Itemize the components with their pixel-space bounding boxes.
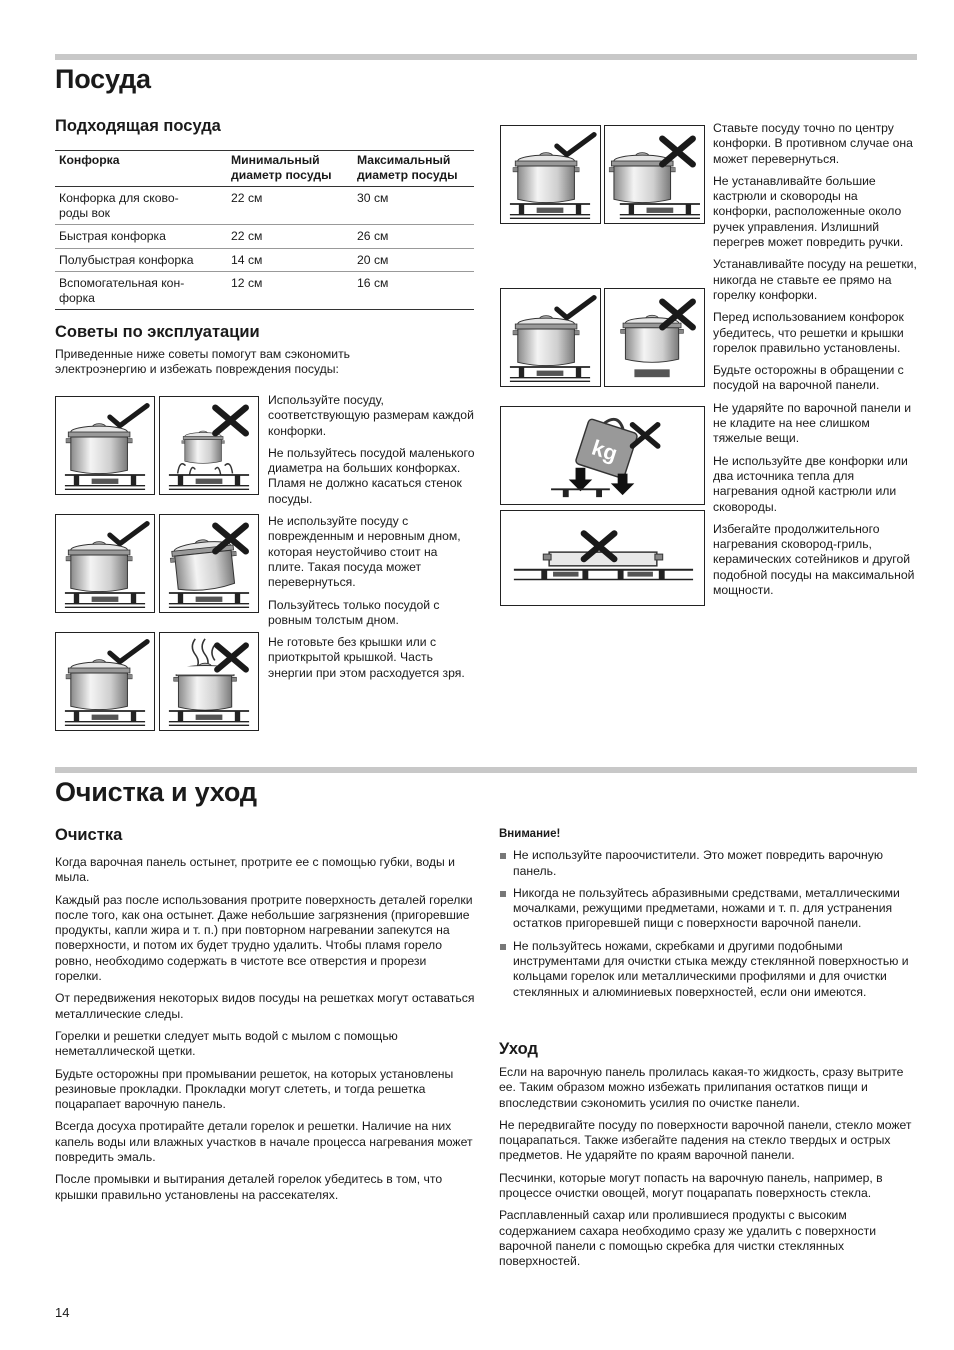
cross-icon (217, 645, 246, 669)
paragraph: Не передвигайте посуду по поверхности варочной панели, стекло может поцарапаться. Также избегайте падения на стекло твердых и острых предметов. Не ударяйте по краям варочной панели. (499, 1117, 912, 1163)
figure-correct-size-pot (55, 396, 155, 495)
table-cell: Полубыстрая конфорка (55, 248, 227, 272)
figure-pot-on-burner (604, 288, 705, 387)
attention-item: Не пользуйтесь ножами, скребками и другими подобными инструментами для очистки стыка между стеклянной поверхностью и кольцами горелок или металлическими профилями и для очистки стеклянных и алюминиевых поверхностей, если они имеются. (499, 939, 919, 1000)
table-cell: Вспомогательная кон- форка (55, 272, 227, 310)
table-row (55, 248, 474, 272)
figure-centered-pot (500, 125, 601, 224)
cookware-diameter-table (55, 150, 474, 310)
section-title-cookware: Посуда (55, 64, 151, 94)
paragraph: Горелки и решетки следует мыть водой с мылом с помощью неметаллической щетки. (55, 1028, 398, 1059)
figure-pot-with-lid (55, 632, 155, 731)
usage-tips-intro: Приведенные ниже советы помогут вам сэкономить электроэнергию и избежать повреждения посуды: (55, 347, 351, 377)
paragraph: Расплавленный сахар или пролившиеся продукты с высоким содержанием сахара необходимо сразу же удалить с поверхности варочной панели с помощью скребка для чистки стеклянных поверхностей. (499, 1208, 877, 1269)
attention-item: Не используйте пароочистители. Это может повредить варочную панель. (499, 848, 919, 879)
table-cell: 20 см (353, 248, 474, 272)
tip-text: Будьте осторожны в обращении с посудой на варочной панели. (713, 363, 904, 393)
table-cell: 16 см (353, 272, 474, 310)
cross-icon (662, 139, 692, 165)
table-row (55, 225, 474, 249)
paragraph: От передвижения некоторых видов посуды на решетках могут оставаться металлические следы. (55, 991, 475, 1021)
table-header-burner: Конфорка (55, 151, 227, 187)
attention-heading: Внимание! (499, 828, 561, 840)
figure-flat-bottom-pot (55, 514, 155, 613)
tip-text: Не используйте две конфорки или два источника тепла для нагревания одной кастрюли или сковороды. (713, 453, 908, 514)
attention-item: Никогда не пользуйтесь абразивными средствами, металлическими мочалками, режущими предметами, ножами и т. п. для устранения остатков пригоревшей пищи с поверхности варочной панели. (499, 886, 919, 932)
cleaning-text (55, 855, 475, 1203)
figure-pot-on-grate (500, 288, 601, 387)
figure-small-pot-large-burner (159, 396, 259, 495)
tip-text: Не пользуйтесь посудой маленького диаметра на больших конфорках. Пламя не должно касаться стенок посуды. (268, 445, 475, 506)
table-header-min: Минимальный диаметр посуды (227, 151, 353, 187)
check-icon (110, 406, 147, 426)
cleaning-heading: Очистка (55, 826, 123, 844)
tip-text: Не ударяйте по варочной панели и не кладите на нее слишком тяжелые вещи. (713, 400, 912, 446)
table-cell: Конфорка для сково- роды вок (55, 187, 227, 225)
left-tips-column (268, 393, 476, 681)
figure-offcenter-pot (604, 125, 705, 224)
table-cell: 14 см (227, 248, 353, 272)
figure-two-burners (500, 510, 705, 606)
right-tips-column (713, 121, 918, 598)
check-icon (110, 642, 147, 662)
table-cell: Быстрая конфорка (55, 225, 227, 249)
table-header-row (55, 151, 474, 187)
table-cell: 30 см (353, 187, 474, 225)
tip-text: Не используйте посуду с поврежденным и неровным дном, которая неустойчиво стоит на плите. Такая посуда может перевернуться. (268, 514, 461, 590)
check-icon (557, 298, 594, 318)
tip-text: Используйте посуду, соответствующую размерам каждой конфорки. (268, 393, 474, 438)
attention-block (499, 827, 919, 1007)
tip-text: Избегайте продолжительного нагревания сковород-гриль, керамических сотейников и другой подобной посуды на максимальной мощности. (713, 521, 915, 598)
care-heading: Уход (499, 1040, 538, 1058)
paragraph: Будьте осторожны при промывании решеток, на которых установлены резиновые прокладки. Прокладки могут слететь, и тогда решетка поцарапает варочную панель. (55, 1066, 454, 1112)
paragraph: Песчинки, которые могут попасть на варочную панель, например, в процессе очистки овощей, могут поцарапать поверхность стекла. (499, 1170, 883, 1201)
figure-heavy-weight (500, 406, 705, 505)
tip-text: Пользуйтесь только посудой с ровным толстым дном. (268, 597, 440, 627)
tip-text: Устанавливайте посуду на решетки, никогда не ставьте ее прямо на горелку конфорки. (713, 257, 917, 302)
table-cell: 22 см (227, 225, 353, 249)
table-cell: 12 см (227, 272, 353, 310)
table-cell: 26 см (353, 225, 474, 249)
paragraph: Когда варочная панель остынет, протрите ее с помощью губки, воды и мыла. (55, 855, 455, 885)
tip-text: Перед использованием конфорок убедитесь, что решетки и крышки горелок правильно установлены. (713, 310, 904, 355)
tip-text: Не готовьте без крышки или с приоткрытой крышкой. Часть энергии при этом расходуется зря. (268, 635, 465, 680)
check-icon (110, 524, 147, 544)
paragraph: После промывки и вытирания деталей горелок убедитесь в том, что крышки правильно установлены на рассекателях. (55, 1172, 443, 1202)
paragraph: Всегда досуха протирайте детали горелок и решетки. Наличие на них капель воды или влажных участков в начале процесса нагревания может повредить эмаль. (55, 1119, 473, 1165)
table-row (55, 187, 474, 225)
figure-pot-without-lid (159, 632, 259, 731)
cross-icon (215, 408, 245, 434)
tip-text: Не устанавливайте большие кастрюли и сковороды на конфорки, расположенные около ручек управления. Излишний перегрев может повредить ручки. (713, 173, 904, 250)
paragraph: Если на варочную панель пролилась какая-то жидкость, сразу вытрите ее. Таким образом можно избежать прилипания остатков пищи и впоследствии сэкономить усилия по очистке панели. (499, 1065, 904, 1110)
tip-text: Ставьте посуду точно по центру конфорки. В противном случае она может перевернуться. (713, 121, 913, 166)
suitable-cookware-heading: Подходящая посуда (55, 117, 221, 135)
check-icon (557, 135, 594, 155)
page-number: 14 (55, 1305, 70, 1320)
kg-label: kg (588, 434, 621, 467)
section-divider (55, 767, 917, 773)
section-title-cleaning-care: Очистка и уход (55, 777, 257, 807)
usage-tips-heading: Советы по эксплуатации (55, 323, 260, 341)
figure-damaged-bottom-pot (159, 514, 259, 613)
table-row (55, 272, 474, 310)
table-header-max: Максимальный диаметр посуды (353, 151, 474, 187)
table-cell: 22 см (227, 187, 353, 225)
care-text (499, 1065, 919, 1270)
top-divider (55, 54, 917, 60)
paragraph: Каждый раз после использования протрите поверхность деталей горелки после того, как она остынет. Даже небольшие загрязнения (пригоревшие продукты, капли жира и т. п.) при повторном нагревании запекутся на поверхности, и потом их будет трудно удалить. Чтобы пламя горело ровно, необходимо содержать в чистоте все отверстия и прорези горелки. (55, 892, 473, 984)
